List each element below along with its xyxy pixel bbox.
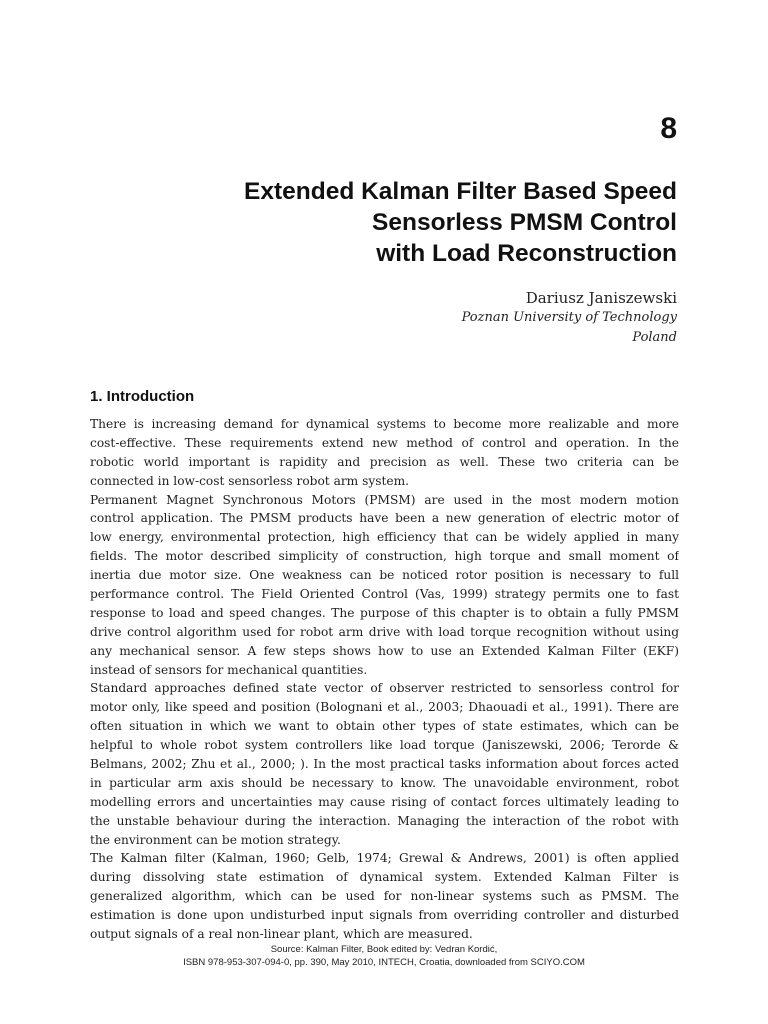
source-line: Source: Kalman Filter, Book edited by: Vedran Kordić, xyxy=(270,944,498,955)
chapter-title-line: with Load Reconstruction xyxy=(376,240,677,267)
affiliation-line: Poland xyxy=(632,330,677,345)
source-line: ISBN 978-953-307-094-0, pp. 390, May 2010, INTECH, Croatia, downloaded from SCIYO.COM xyxy=(183,956,585,968)
body-line: cost-effective. These requirements extend new method of control and operation. In the xyxy=(90,435,679,450)
chapter-title xyxy=(157,176,677,269)
body-line: inertia due motor size. One weakness can be noticed rotor position is necessary to full xyxy=(90,568,679,583)
body-line: fields. The motor described simplicity of construction, high torque and small moment of xyxy=(90,549,679,564)
author-name: Dariusz Janiszewski xyxy=(525,289,677,307)
body-line: often situation in which we want to obtain other types of state estimates, which can be xyxy=(90,719,679,734)
body-text xyxy=(90,415,679,944)
body-line: There is increasing demand for dynamical systems to become more realizable and more xyxy=(90,417,679,431)
body-line: drive control algorithm used for robot arm drive with load torque recognition without using xyxy=(90,624,679,639)
chapter-title-line: Extended Kalman Filter Based Speed xyxy=(244,178,677,205)
section-heading: 1. Introduction xyxy=(90,388,195,405)
chapter-number: 8 xyxy=(660,112,677,145)
source-citation xyxy=(0,944,768,969)
body-line: response to load and speed changes. The purpose of this chapter is to obtain a fully PMSM xyxy=(90,605,679,620)
author-affiliation xyxy=(462,308,677,348)
body-line: the environment can be motion strategy. xyxy=(90,832,341,847)
body-line: in particular arm axis should be necessary to know. The unavoidable environment, robot xyxy=(90,775,679,790)
body-line: any mechanical sensor. A few steps shows how to use an Extended Kalman Filter (EKF) xyxy=(90,643,679,658)
body-line: Standard approaches defined state vector of observer restricted to sensorless control for xyxy=(90,681,679,696)
chapter-title-line: Sensorless PMSM Control xyxy=(372,209,677,236)
body-line: modelling errors and uncertainties may cause rising of contact forces ultimately leading to xyxy=(90,794,679,809)
body-line: motor only, like speed and position (Bolognani et al., 2003; Dhaouadi et al., 1991). There are xyxy=(90,700,679,715)
body-line: connected in low-cost sensorless robot arm system. xyxy=(90,473,410,488)
body-line: instead of sensors for mechanical quantities. xyxy=(90,662,368,677)
body-line: helpful to whole robot system controllers like load torque (Janiszewski, 2006; Terorde & xyxy=(90,738,679,753)
body-line: output signals of a real non-linear plant, which are measured. xyxy=(90,927,473,942)
body-line: low energy, environmental protection, high efficiency that can be widely applied in many xyxy=(90,530,679,545)
body-line: Belmans, 2002; Zhu et al., 2000; ). In the most practical tasks information about forces acted xyxy=(90,757,679,772)
body-line: The Kalman filter (Kalman, 1960; Gelb, 1974; Grewal & Andrews, 2001) is often applied xyxy=(90,851,679,866)
body-line: performance control. The Field Oriented Control (Vas, 1999) strategy permits one to fast xyxy=(90,587,679,602)
body-line: robotic world important is rapidity and precision as well. These two criteria can be xyxy=(90,454,679,469)
body-line: Permanent Magnet Synchronous Motors (PMSM) are used in the most modern motion xyxy=(90,492,679,507)
affiliation-line: Poznan University of Technology xyxy=(461,310,677,325)
body-line: the unstable behaviour during the interaction. Managing the interaction of the robot with xyxy=(90,813,679,828)
body-line: generalized algorithm, which can be used for non-linear systems such as PMSM. The xyxy=(90,889,679,904)
body-line: control application. The PMSM products have been a new generation of electric motor of xyxy=(90,511,679,526)
body-line: estimation is done upon undisturbed input signals from overriding controller and disturbed xyxy=(90,908,679,923)
body-line: during dissolving state estimation of dynamical system. Extended Kalman Filter is xyxy=(90,870,679,885)
